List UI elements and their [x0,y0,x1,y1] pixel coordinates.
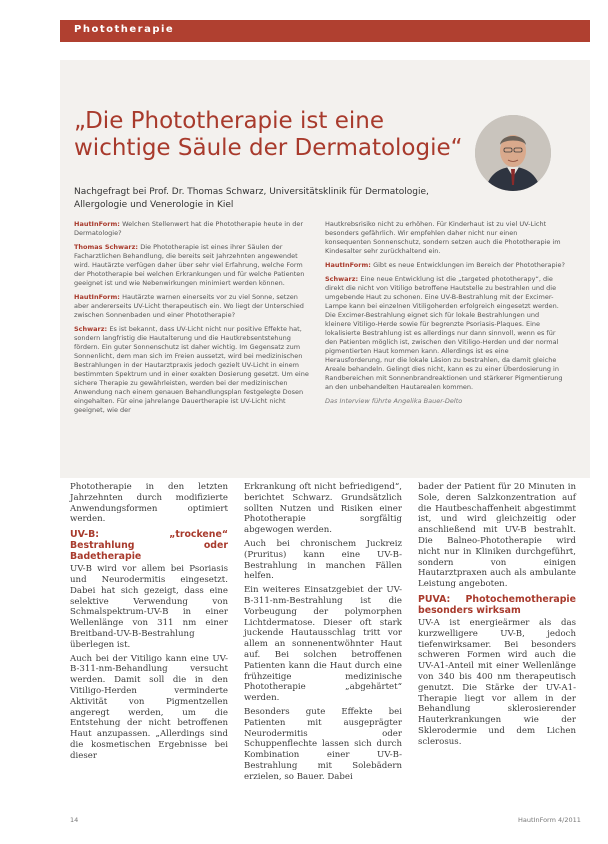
interview-paragraph [74,293,314,320]
interviewee-label: Thomas Schwarz: [74,243,141,251]
article-headline [74,108,474,162]
body-paragraph: Auch bei chronischem Juckreiz (Pruritus) kann eine UV-B-Bestrahlung in manchen Fällen helfen. [244,538,402,582]
interview-paragraph [325,261,565,270]
interview-text: Gibt es neue Entwicklungen im Bereich der Phototherapie? [373,261,565,269]
interview-paragraph [74,243,314,288]
interviewer-label: HautInForm: [74,220,123,228]
interview-text: Welchen Stellenwert hat die Phototherapie heute in der Dermatologie? [74,220,304,237]
interview-text: Die Phototherapie ist eines ihrer Säulen der Facharztlichen Behandlung, die bereits seit Jahrzehnten angewendet wird. Hautärzte verfügen daher über sehr viel Erfahrung, welche Form der Phototherapie bei welchen Erkrankungen und für welche Patienten geeignet ist und wie Nebenwirkungen minimiert werden können. [74,243,305,287]
body-paragraph: UV-A ist energieärmer als das kurzwelligere UV-B, jedoch tiefenwirksamer. Bei besonders schweren Formen wird auch die UV-A1-Anteil mit einer Wellenlänge von 340 bis 400 nm therapeutisch genutzt. Die Stärke der UV-A1-Therapie liegt vor allem in der Behandlung sklerosierender Hauterkrankungen wie der Sklerodermie und dem Lichen sclerosus. [418,617,576,747]
body-paragraph: Auch bei der Vitiligo kann eine UV-B-311-nm-Behandlung versucht werden. Damit soll die in den Vitiligo-Herden verminderte Aktivität von Pigmentzellen angeregt werden, um die Entstehung der nicht betroffenen Haut anzupassen. „Allerdings sind die kosmetischen Ergebnisse bei dieser [70,653,228,761]
interview-text: Hautkrebsrisiko nicht zu erhöhen. Für Kinderhaut ist zu viel UV-Licht besonders gefährlich. Wir empfehlen daher nicht nur einen konsequenten Sonnenschutz, sondern setzen auch die Phototherapie im Kindesalter sehr zurückhaltend ein. [325,220,561,255]
issue-label: HautInForm 4/2011 [518,816,581,824]
section-label: Phototherapie [74,24,175,35]
body-paragraph: Ein weiteres Einsatzgebiet der UV-B-311-nm-Bestrahlung ist die Vorbeugung der polymorphen Lichtdermatose. Dieser oft stark juckende Hautausschlag tritt vor allem an sonnenentwöhnter Haut auf. Bei solchen betroffenen Patienten kann die Haut durch eine frühzeitige medizinische Phototherapie „abgehärtet“ werden. [244,585,402,704]
page-number: 14 [70,816,79,824]
interview-text: Es ist bekannt, dass UV-Licht nicht nur positive Effekte hat, sondern langfristig die Hautalterung und die Hautkrebsentstehung fördern. Ein guter Sonnenschutz ist daher wichtig. Im Gegensatz zum Sonnenlicht, dem man sich im Freien aussetzt, wird bei medizinischen Bestrahlungen in der Hautarztpraxis jedoch gezielt UV-Licht in einem bestimmten Spektrum und in einer exakten Dosierung gesetzt. Um eine sichere Therapie zu gewährleisten, werden bei der medizinischen Anwendung nach einem genauen Behandlungsplan festgelegte Dosen eingehalten. Für eine jahrelange Dauertherapie ist UV-Licht nicht geeignet, wie der [74,325,309,414]
interviewee-label: Schwarz: [74,325,110,333]
body-paragraph: Besonders gute Effekte bei Patienten mit ausgeprägter Neurodermitis oder Schuppenflechte lassen sich durch Kombination einer UV-B-Bestrahlung mit Solebädern erzielen, so Bauer. Dabei [244,706,402,782]
interview-column-right [325,220,565,411]
section-header-bar [60,20,590,42]
interview-paragraph [325,397,565,406]
interview-text: Hautärzte warnen einerseits vor zu viel Sonne, setzen aber andererseits UV-Licht therapeutisch ein. Wo liegt der Unterschied zwischen Sonnenbaden und einer Phototherapie? [74,293,304,319]
portrait-image [475,115,551,191]
interview-text: Das Interview führte Angelika Bauer-Delto [325,397,463,405]
interview-paragraph [325,220,565,256]
interview-text: Eine neue Entwicklung ist die „targeted phototherapy“, die direkt die nicht von Vitiligo betroffene Hautstelle zu bestrahlen und die umgebende Haut zu schonen. Eine UV-B-Bestrahlung mit der Excimer-Lampe kann bei einzelnen Vitiligoherden erfolgreich eingesetzt werden. Die Excimer-Bestrahlung eignet sich für lokale Bestrahlungen und kleinere Vitiligo-Herde sowie für begrenzte Psoriasis-Plaques. Eine lokalisierte Bestrahlung ist es allerdings nur dann sinnvoll, wenn es für den Patienten möglich ist, zwischen den Vitiligo-Herden und der normal pigmentierten Haut kommen kann. Allerdings ist es eine Herausforderung, nur die lokale Läsion zu bestrahlen, da damit gleiche Areale behandeln. Gelingt dies nicht, kann es zu einer Überdosierung in Randbereichen mit Sonnenbrandreaktionen und stärkerer Pigmentierung an den unbehandelten Hautarealen kommen. [325,275,563,391]
body-paragraph: Erkrankung oft nicht befriedigend“, berichtet Schwarz. Grundsätzlich sollten Nutzen und Risiken einer Phototherapie sorgfältig abgewogen werden. [244,482,402,536]
interview-column-left [74,220,314,420]
intro-text: Nachgefragt bei Prof. Dr. Thomas Schwarz, Universitätsklinik für Dermatologie, Allergologie und Venerologie in Kiel [74,187,429,210]
section-subheading: UV-B: „trockene“ Bestrahlung oder Badetherapie [70,529,228,563]
headline-line-1: „Die Phototherapie ist eine [74,108,384,134]
interview-paragraph [74,325,314,415]
article-column-2 [244,482,402,786]
headline-line-2: wichtige Säule der Dermatologie“ [74,135,463,161]
article-column-3 [418,482,576,751]
interviewer-label: HautInForm: [325,261,374,269]
section-subheading: PUVA: Photochemotherapie besonders wirksam [418,593,576,616]
body-paragraph: Phototherapie in den letzten Jahrzehnten durch modifizierte Anwendungsformen optimiert werden. [70,482,228,525]
body-paragraph: bader der Patient für 20 Minuten in Sole, deren Salzkonzentration auf die Hautbeschaffenheit abgestimmt ist, und wird gleichzeitig oder anschließend mit UV-B bestrahlt. Die Balneo-Phototherapie wird nicht nur in Kliniken durchgeführt, sondern von einigen Hautarztpraxen auch als ambulante Leistung angeboten. [418,482,576,590]
portrait-photo [475,115,551,191]
interview-paragraph [74,220,314,238]
body-paragraph: UV-B wird vor allem bei Psoriasis und Neurodermitis eingesetzt. Dabei hat sich gezeigt, dass eine selektive Verwendung von Schmalspektrum-UV-B in einer Wellenlänge von 311 nm einer Breitband-UV-B-Bestrahlung überlegen ist. [70,564,228,650]
article-column-1 [70,482,228,765]
interviewee-label: Schwarz: [325,275,361,283]
interview-paragraph [325,275,565,392]
interviewer-label: HautInForm: [74,293,123,301]
magazine-page [60,20,590,832]
